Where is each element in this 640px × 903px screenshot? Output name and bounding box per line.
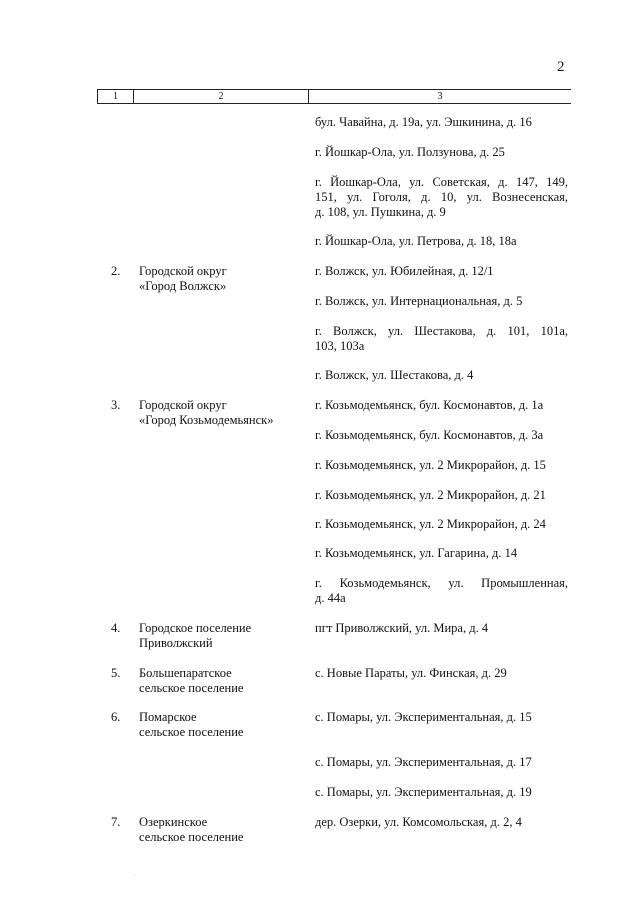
address-entry [315, 458, 568, 473]
address-line: г. Козьмодемьянск, бул. Космонавтов, д. 1а [315, 398, 544, 412]
municipality-name-line: Городской округ [139, 264, 227, 278]
municipality-name-line: Большепаратское [139, 666, 232, 680]
address-line: д. 108, ул. Пушкина, д. 9 [315, 205, 446, 219]
address-entry [315, 145, 568, 160]
address-entry [315, 755, 568, 770]
address-entry [315, 368, 568, 383]
municipality-name-line: Городское поселение [139, 621, 252, 635]
address-line: г. Волжск, ул. Шестакова, д. 101, 101а, [315, 324, 568, 338]
municipality-name [139, 710, 309, 740]
address-line: с. Помары, ул. Экспериментальная, д. 17 [315, 755, 532, 769]
municipality-name-line: сельское поселение [139, 830, 244, 844]
address-entry [315, 815, 568, 830]
address-line: г. Козьмодемьянск, бул. Космонавтов, д. 3а [315, 428, 544, 442]
address-line: г. Волжск, ул. Шестакова, д. 4 [315, 368, 474, 382]
address-entry [315, 175, 568, 220]
address-entry [315, 576, 568, 606]
address-entry [315, 115, 568, 130]
page-number: 2 [557, 59, 565, 75]
municipality-name-line: Городской округ [139, 398, 227, 412]
address-line: г. Козьмодемьянск, ул. Гагарина, д. 14 [315, 546, 518, 560]
municipality-name [139, 815, 309, 845]
address-entry [315, 324, 568, 354]
address-line: с. Помары, ул. Экспериментальная, д. 19 [315, 785, 532, 799]
address-entry [315, 785, 568, 800]
municipality-name-line: «Город Волжск» [139, 279, 227, 293]
header-col-1: 1 [97, 90, 134, 103]
address-line: 151, ул. Гоголя, д. 10, ул. Вознесенская, [315, 190, 568, 204]
address-entry [315, 517, 568, 532]
scan-speck: · [133, 873, 135, 879]
address-entry [315, 234, 568, 249]
address-line: 103, 103а [315, 339, 365, 353]
municipality-name [139, 666, 309, 696]
address-line: с. Новые Параты, ул. Финская, д. 29 [315, 666, 507, 680]
municipality-name-line: Озеркинское [139, 815, 208, 829]
address-entry [315, 264, 568, 279]
address-entry [315, 546, 568, 561]
address-line: г. Козьмодемьянск, ул. Промышленная, [315, 576, 568, 590]
address-line: г. Волжск, ул. Интернациональная, д. 5 [315, 294, 523, 308]
row-number: 6. [111, 710, 121, 724]
header-col-3: 3 [437, 91, 443, 102]
address-entry [315, 710, 568, 725]
address-line: г. Козьмодемьянск, ул. 2 Микрорайон, д. 21 [315, 488, 546, 502]
address-line: бул. Чавайна, д. 19а, ул. Эшкинина, д. 16 [315, 115, 532, 129]
municipality-name-line: сельское поселение [139, 725, 244, 739]
address-entry [315, 294, 568, 309]
address-line: дер. Озерки, ул. Комсомольская, д. 2, 4 [315, 815, 522, 829]
address-entry [315, 428, 568, 443]
municipality-name-line: Помарское [139, 710, 197, 724]
municipality-name-line: сельское поселение [139, 681, 244, 695]
address-entry [315, 621, 568, 636]
row-number: 7. [111, 815, 121, 829]
header-col-2: 2 [134, 90, 309, 103]
address-line: г. Йошкар-Ола, ул. Советская, д. 147, 149, [315, 175, 568, 189]
municipality-name [139, 264, 309, 294]
address-line: с. Помары, ул. Экспериментальная, д. 15 [315, 710, 532, 724]
address-line: пгт Приволжский, ул. Мира, д. 4 [315, 621, 489, 635]
address-line: д. 44а [315, 591, 346, 605]
address-entry [315, 666, 568, 681]
row-number: 5. [111, 666, 121, 680]
row-number: 3. [111, 398, 121, 412]
municipality-name-line: «Город Козьмодемьянск» [139, 413, 274, 427]
address-line: г. Волжск, ул. Юбилейная, д. 12/1 [315, 264, 494, 278]
address-line: г. Йошкар-Ола, ул. Петрова, д. 18, 18а [315, 234, 517, 248]
table-header-row [97, 89, 571, 104]
row-number: 4. [111, 621, 121, 635]
address-line: г. Козьмодемьянск, ул. 2 Микрорайон, д. 15 [315, 458, 546, 472]
address-line: г. Йошкар-Ола, ул. Ползунова, д. 25 [315, 145, 505, 159]
municipality-name-line: Приволжский [139, 636, 213, 650]
address-line: г. Козьмодемьянск, ул. 2 Микрорайон, д. 24 [315, 517, 546, 531]
address-entry [315, 398, 568, 413]
municipality-name [139, 398, 309, 428]
row-number: 2. [111, 264, 121, 278]
municipality-name [139, 621, 309, 651]
address-entry [315, 488, 568, 503]
